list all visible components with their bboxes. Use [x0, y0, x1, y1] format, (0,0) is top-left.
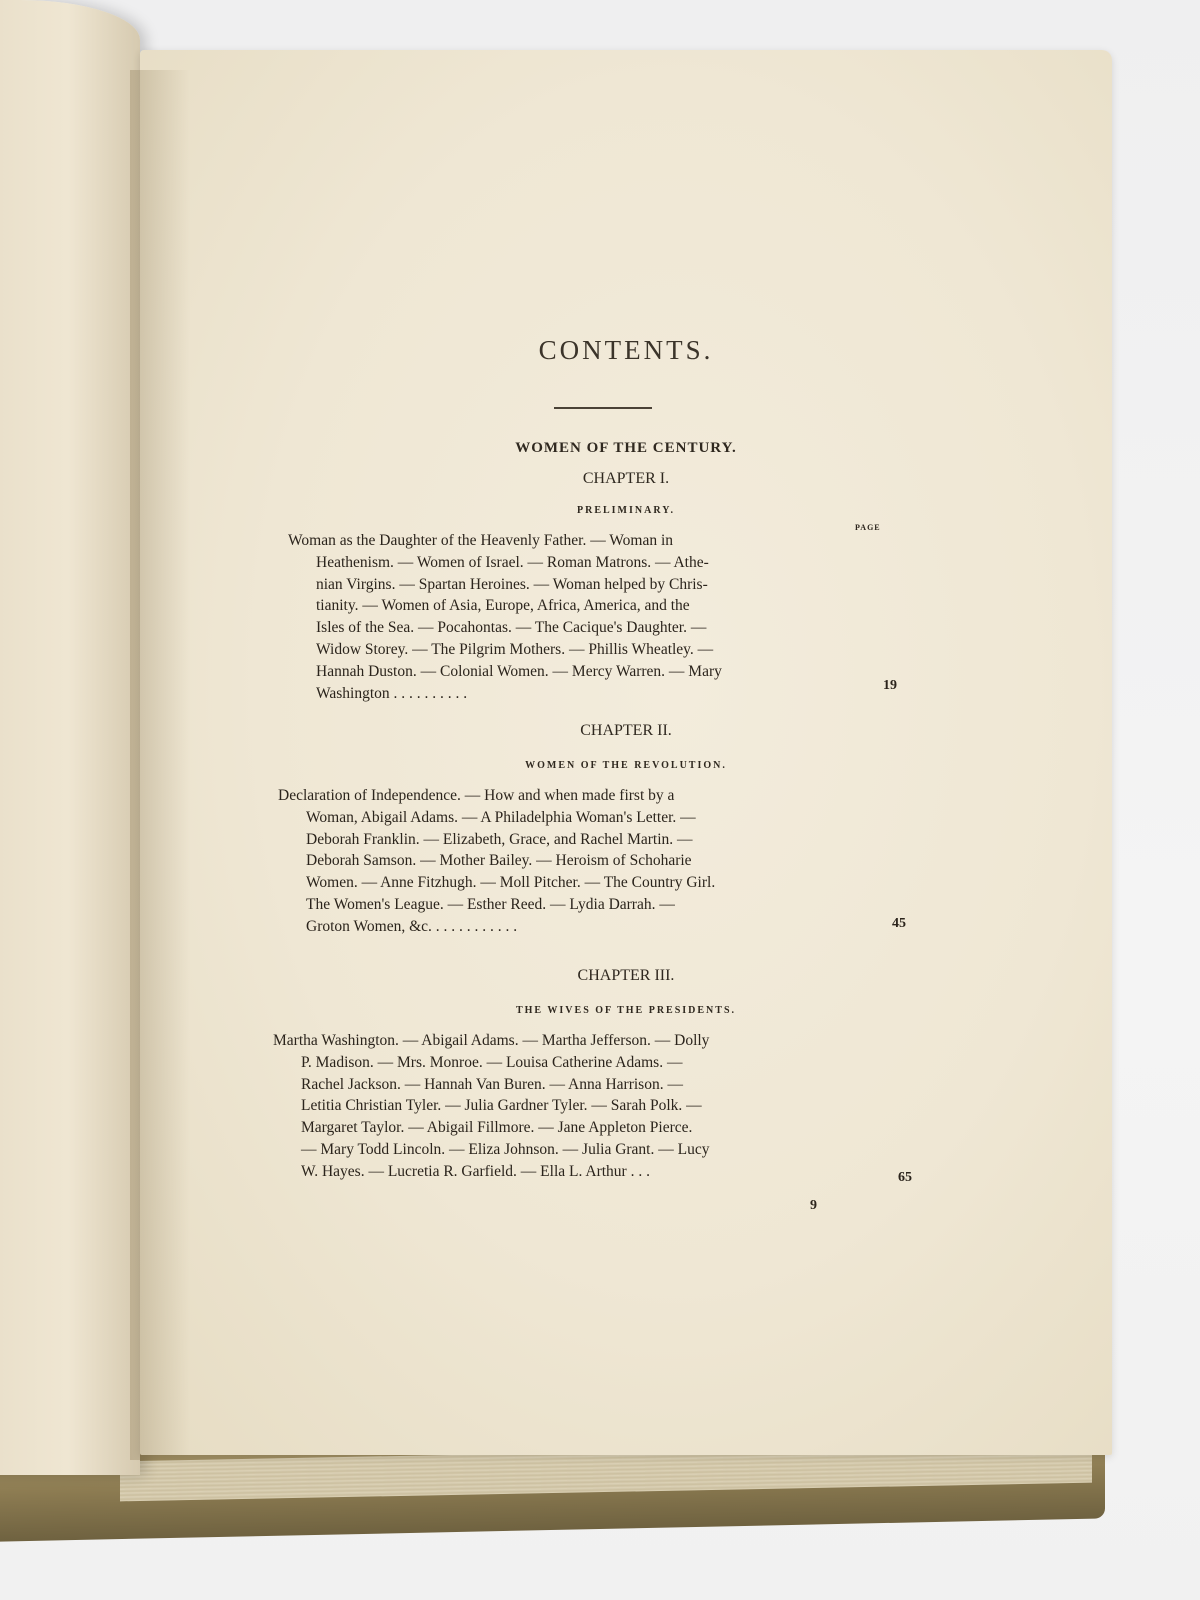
page-number: 19	[883, 678, 897, 693]
chapter-subtitle: THE WIVES OF THE PRESIDENTS.	[515, 1005, 737, 1016]
entry-line: Washington . . . . . . . . . .	[316, 684, 468, 702]
chapter-subtitle: WOMEN OF THE REVOLUTION.	[525, 760, 727, 771]
chapter-entry	[278, 785, 715, 938]
page-title: CONTENTS.	[538, 335, 714, 365]
chapter-entry	[273, 1030, 709, 1183]
page-number: 45	[892, 916, 906, 931]
entry-line: Rachel Jackson. — Hannah Van Buren. — Anna Harrison. —	[301, 1075, 683, 1093]
entry-line: — Mary Todd Lincoln. — Eliza Johnson. — Julia Grant. — Lucy	[301, 1140, 710, 1158]
entry-line: Isles of the Sea. — Pocahontas. — The Cacique's Daughter. —	[316, 619, 707, 637]
entry-line: Margaret Taylor. — Abigail Fillmore. — Jane Appleton Pierce.	[301, 1119, 693, 1137]
entry-line: Groton Women, &c. . . . . . . . . . . .	[306, 917, 518, 935]
entry-line: Widow Storey. — The Pilgrim Mothers. — Phillis Wheatley. —	[316, 640, 714, 658]
chapter-heading: CHAPTER I.	[582, 470, 670, 487]
folio-number: 9	[810, 1198, 817, 1213]
chapter-heading: CHAPTER III.	[577, 967, 675, 984]
left-page	[0, 0, 140, 1475]
entry-line: Woman as the Daughter of the Heavenly Father. — Woman in	[288, 532, 674, 549]
entry-line: Deborah Samson. — Mother Bailey. — Heroism of Schoharie	[306, 852, 692, 870]
entry-line: Hannah Duston. — Colonial Women. — Mercy Warren. — Mary	[316, 662, 722, 680]
entry-line: Letitia Christian Tyler. — Julia Gardner Tyler. — Sarah Polk. —	[301, 1097, 702, 1115]
chapter-entry	[288, 530, 722, 704]
entry-line: Heathenism. — Women of Israel. — Roman Matrons. — Athe-	[316, 553, 709, 571]
entry-line: Woman, Abigail Adams. — A Philadelphia Woman's Letter. —	[306, 808, 696, 826]
entry-line: Deborah Franklin. — Elizabeth, Grace, and Rachel Martin. —	[306, 830, 693, 848]
entry-line: Women. — Anne Fitzhugh. — Moll Pitcher. — The Country Girl.	[306, 874, 716, 892]
title-rule	[554, 407, 652, 409]
page-column-label: PAGE	[855, 523, 881, 532]
section-heading: WOMEN OF THE CENTURY.	[515, 440, 737, 456]
entry-line: W. Hayes. — Lucretia R. Garfield. — Ella L. Arthur . . .	[301, 1162, 650, 1180]
chapter-heading: CHAPTER II.	[580, 722, 672, 739]
contents-page	[140, 50, 1112, 1455]
entry-line: P. Madison. — Mrs. Monroe. — Louisa Catherine Adams. —	[301, 1053, 683, 1071]
entry-line: tianity. — Women of Asia, Europe, Africa, America, and the	[316, 597, 690, 615]
page-number: 65	[898, 1170, 912, 1185]
entry-line: Martha Washington. — Abigail Adams. — Martha Jefferson. — Dolly	[273, 1032, 710, 1049]
chapter-subtitle: PRELIMINARY.	[576, 505, 675, 516]
entry-line: Declaration of Independence. — How and when made first by a	[278, 787, 675, 804]
entry-line: nian Virgins. — Spartan Heroines. — Woman helped by Chris-	[316, 575, 708, 593]
page-content	[140, 50, 1112, 1455]
entry-line: The Women's League. — Esther Reed. — Lydia Darrah. —	[306, 895, 675, 913]
